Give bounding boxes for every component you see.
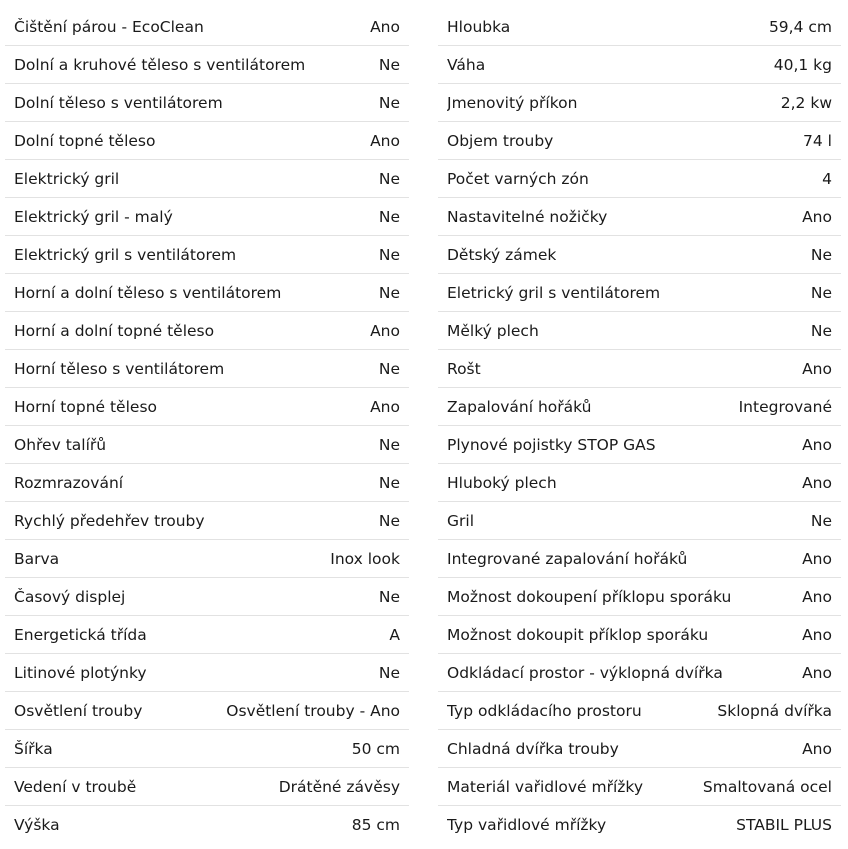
- spec-label: Dolní těleso s ventilátorem: [14, 93, 223, 112]
- spec-row: [5, 464, 409, 502]
- spec-value: Ano: [370, 321, 400, 340]
- spec-value: Ne: [810, 511, 832, 530]
- spec-label: Mělký plech: [447, 321, 539, 340]
- spec-label: Elektrický gril: [14, 169, 120, 188]
- spec-row: [5, 806, 409, 844]
- spec-value: Ano: [370, 131, 400, 150]
- spec-value: Ne: [378, 207, 400, 226]
- spec-row: [5, 502, 409, 540]
- spec-value: Sklopná dvířka: [717, 701, 832, 720]
- spec-label: Typ odkládacího prostoru: [447, 701, 642, 720]
- spec-value: Ne: [810, 245, 832, 264]
- spec-row: [438, 122, 841, 160]
- spec-label: Dolní a kruhové těleso s ventilátorem: [14, 55, 306, 74]
- spec-label: Možnost dokoupení příklopu sporáku: [447, 587, 732, 606]
- spec-value: Ano: [802, 549, 832, 568]
- spec-value: Ano: [802, 587, 832, 606]
- spec-label: Nastavitelné nožičky: [447, 207, 608, 226]
- spec-label: Integrované zapalování hořáků: [447, 549, 688, 568]
- spec-row: [438, 540, 841, 578]
- spec-row: [5, 236, 409, 274]
- spec-row: [438, 426, 841, 464]
- spec-value: Smaltovaná ocel: [702, 777, 832, 796]
- spec-label: Časový displej: [14, 587, 126, 606]
- spec-value: Ne: [378, 511, 400, 530]
- spec-value: 50 cm: [351, 739, 400, 758]
- spec-value: Ano: [802, 359, 832, 378]
- spec-label: Barva: [14, 549, 60, 568]
- spec-label: Horní a dolní těleso s ventilátorem: [14, 283, 282, 302]
- spec-row: [438, 464, 841, 502]
- spec-row: [438, 236, 841, 274]
- spec-value: 59,4 cm: [768, 17, 832, 36]
- spec-column-left: [5, 8, 409, 844]
- spec-value: Ne: [378, 359, 400, 378]
- spec-label: Rošt: [447, 359, 481, 378]
- spec-row: [438, 198, 841, 236]
- spec-row: [438, 274, 841, 312]
- spec-row: [438, 312, 841, 350]
- spec-label: Gril: [447, 511, 474, 530]
- spec-value: Ne: [378, 663, 400, 682]
- spec-value: 85 cm: [351, 816, 400, 834]
- spec-value: Ano: [802, 435, 832, 454]
- spec-row: [5, 730, 409, 768]
- spec-value: Ne: [378, 55, 400, 74]
- spec-value: Drátěné závěsy: [278, 777, 400, 796]
- spec-value: 74 l: [803, 131, 832, 150]
- spec-label: Jmenovitý příkon: [447, 93, 578, 112]
- spec-row: [438, 692, 841, 730]
- spec-row: [5, 160, 409, 198]
- spec-value: 2,2 kw: [780, 93, 832, 112]
- spec-row: [438, 160, 841, 198]
- spec-row: [5, 312, 409, 350]
- spec-label: Čištění párou - EcoClean: [14, 17, 204, 36]
- spec-row: [5, 426, 409, 464]
- spec-value: A: [389, 625, 400, 644]
- spec-label: Plynové pojistky STOP GAS: [447, 435, 656, 454]
- spec-value: Ano: [370, 17, 400, 36]
- spec-value: Ne: [810, 283, 832, 302]
- spec-value: Ne: [378, 473, 400, 492]
- spec-label: Hloubka: [447, 17, 511, 36]
- spec-value: Ne: [378, 283, 400, 302]
- spec-row: [5, 84, 409, 122]
- spec-column-right: [438, 8, 841, 844]
- spec-label: Váha: [447, 55, 486, 74]
- spec-label: Typ vařidlové mřížky: [447, 816, 607, 834]
- spec-row: [438, 768, 841, 806]
- spec-value: Inox look: [330, 549, 400, 568]
- spec-label: Ohřev talířů: [14, 435, 107, 454]
- spec-value: Ano: [802, 663, 832, 682]
- spec-label: Materiál vařidlové mřížky: [447, 777, 644, 796]
- spec-label: Hluboký plech: [447, 473, 557, 492]
- spec-value: Ne: [378, 245, 400, 264]
- spec-value: 40,1 kg: [773, 55, 832, 74]
- spec-row: [5, 8, 409, 46]
- spec-row: [438, 616, 841, 654]
- spec-label: Horní těleso s ventilátorem: [14, 359, 225, 378]
- spec-label: Zapalování hořáků: [447, 397, 592, 416]
- spec-value: Ne: [378, 587, 400, 606]
- spec-row: [5, 540, 409, 578]
- spec-row: [438, 350, 841, 388]
- spec-row: [5, 46, 409, 84]
- spec-row: [438, 730, 841, 768]
- spec-row: [5, 616, 409, 654]
- spec-label: Energetická třída: [14, 625, 147, 644]
- spec-value: Ano: [370, 397, 400, 416]
- spec-label: Dětský zámek: [447, 245, 557, 264]
- spec-value: Integrované: [738, 397, 832, 416]
- spec-label: Osvětlení trouby: [14, 701, 143, 720]
- spec-row: [438, 578, 841, 616]
- spec-row: [5, 122, 409, 160]
- spec-label: Rozmrazování: [14, 473, 124, 492]
- spec-label: Počet varných zón: [447, 169, 589, 188]
- spec-label: Chladná dvířka trouby: [447, 739, 619, 758]
- spec-row: [438, 388, 841, 426]
- spec-value: Ano: [802, 625, 832, 644]
- spec-row: [438, 8, 841, 46]
- spec-row: [5, 768, 409, 806]
- spec-row: [5, 388, 409, 426]
- spec-row: [5, 274, 409, 312]
- spec-row: [5, 350, 409, 388]
- spec-label: Horní a dolní topné těleso: [14, 321, 215, 340]
- spec-value: Ano: [802, 739, 832, 758]
- spec-value: 4: [822, 169, 832, 188]
- spec-label: Eletrický gril s ventilátorem: [447, 283, 661, 302]
- spec-label: Litinové plotýnky: [14, 663, 147, 682]
- spec-value: Ne: [810, 321, 832, 340]
- spec-row: [438, 84, 841, 122]
- spec-value: Ne: [378, 435, 400, 454]
- spec-row: [438, 806, 841, 844]
- spec-value: Ne: [378, 169, 400, 188]
- spec-label: Rychlý předehřev trouby: [14, 511, 205, 530]
- spec-label: Dolní topné těleso: [14, 131, 156, 150]
- spec-label: Vedení v troubě: [14, 777, 137, 796]
- spec-row: [5, 654, 409, 692]
- spec-value: Osvětlení trouby - Ano: [226, 701, 400, 720]
- spec-label: Výška: [14, 816, 60, 834]
- spec-value: Ano: [802, 207, 832, 226]
- spec-row: [438, 46, 841, 84]
- spec-row: [5, 692, 409, 730]
- spec-value: Ano: [802, 473, 832, 492]
- spec-row: [438, 502, 841, 540]
- spec-label: Možnost dokoupit příklop sporáku: [447, 625, 709, 644]
- spec-label: Objem trouby: [447, 131, 554, 150]
- spec-value: STABIL PLUS: [736, 816, 832, 834]
- spec-label: Šířka: [14, 739, 53, 758]
- spec-label: Elektrický gril - malý: [14, 207, 173, 226]
- spec-row: [438, 654, 841, 692]
- spec-label: Horní topné těleso: [14, 397, 157, 416]
- spec-row: [5, 198, 409, 236]
- spec-label: Elektrický gril s ventilátorem: [14, 245, 237, 264]
- spec-row: [5, 578, 409, 616]
- spec-label: Odkládací prostor - výklopná dvířka: [447, 663, 723, 682]
- spec-value: Ne: [378, 93, 400, 112]
